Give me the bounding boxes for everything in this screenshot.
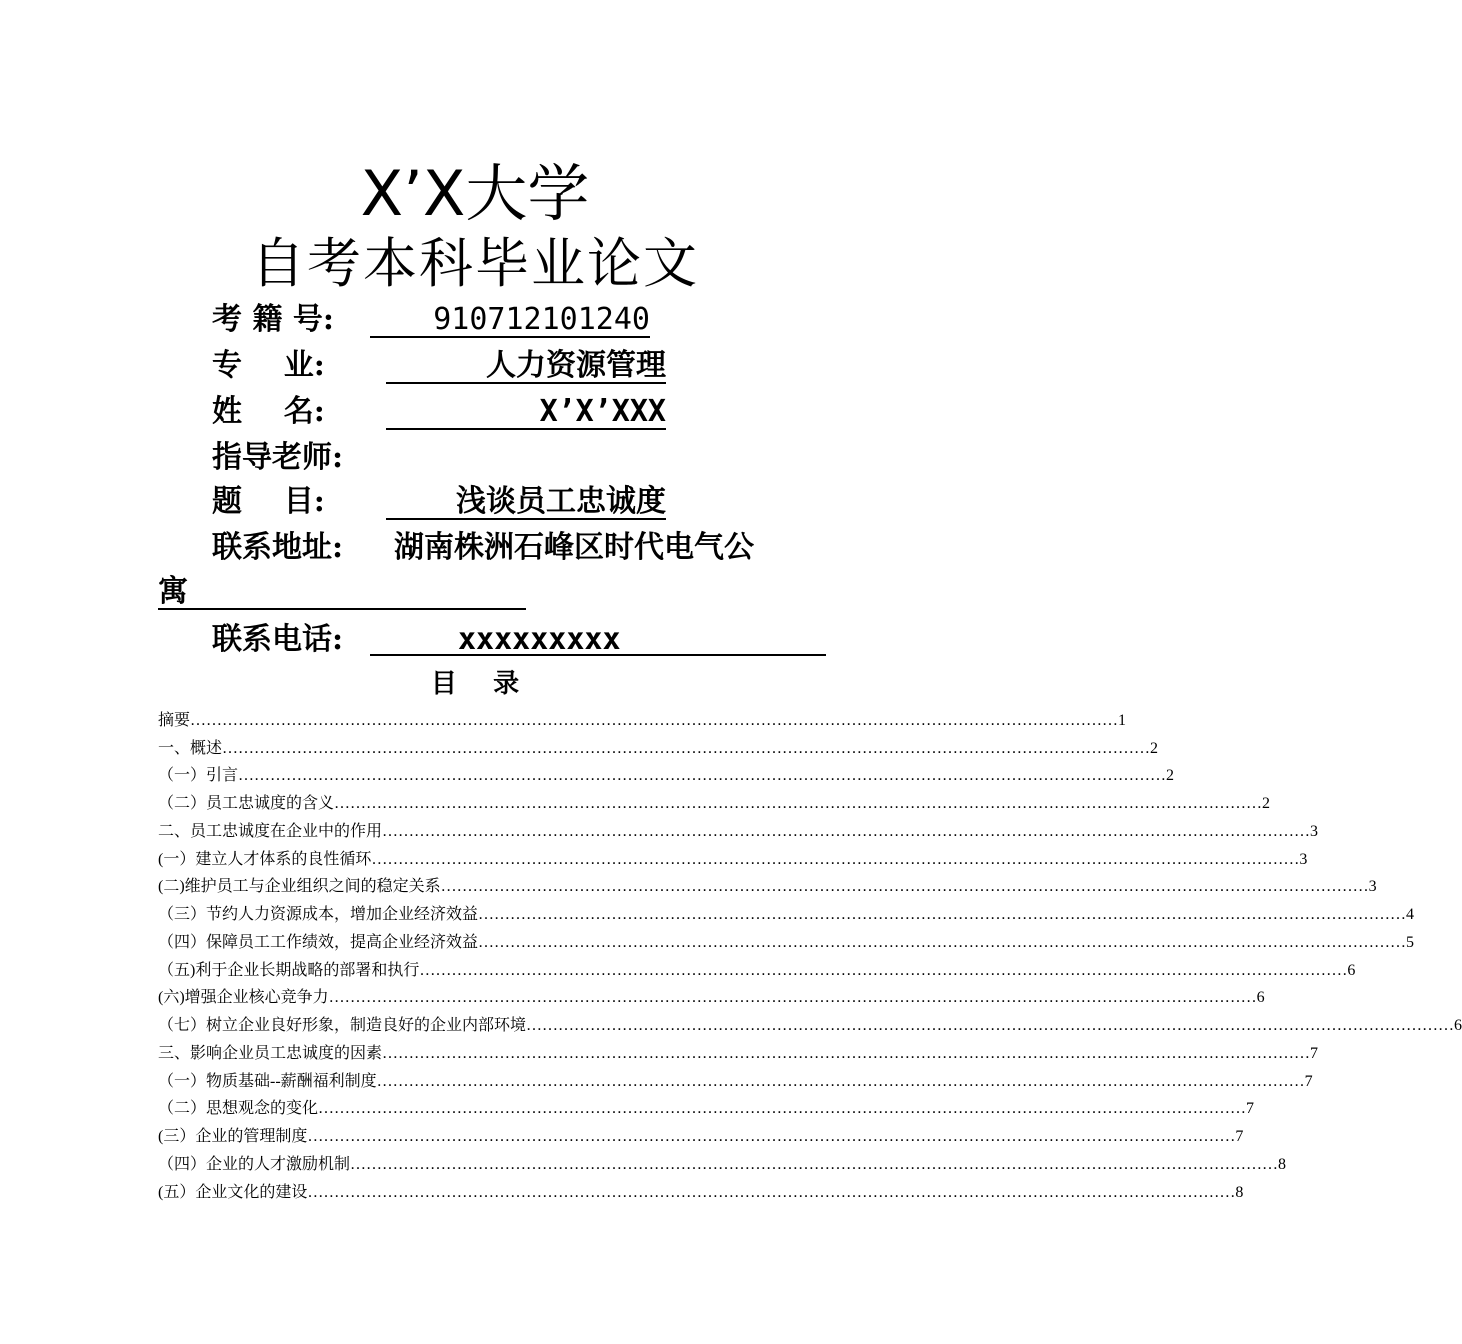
phone-label: 联系电话: (212, 622, 344, 657)
toc-entry: (三）企业的管理制度 ………………………………………………………………………………………………………………………………………………………… 7 (158, 1126, 806, 1148)
topic-label: 题 目: (212, 484, 325, 519)
toc-entry: （五)利于企业长期战略的部署和执行 ………………………………………………………………………………………………………………………………………………………… 6 (158, 960, 808, 982)
toc-entry-page: 2 (1150, 740, 1159, 757)
phone-row (212, 620, 828, 660)
toc-entry-text: （四）企业的人才激励机制 (158, 1156, 351, 1173)
toc-entry-page: 3 (1368, 878, 1377, 895)
toc-entry: (一）建立人才体系的良性循环 ………………………………………………………………………………………………………………………………………………………… 3 (158, 849, 806, 871)
toc-entry-text: 摘要 (158, 712, 191, 729)
toc-entry-page: 4 (1406, 906, 1415, 923)
topic-row (212, 482, 672, 522)
toc-entry-text: （二）员工忠诚度的含义 (158, 795, 335, 812)
toc-entry: （二）思想观念的变化 ………………………………………………………………………………………………………………………………………………………… 7 (158, 1098, 820, 1120)
toc-entry-text: （一）物质基础--薪酬福利制度 (158, 1073, 377, 1090)
toc-entry-text: 三、影响企业员工忠诚度的因素 (158, 1045, 383, 1062)
toc-entry-text: (三）企业的管理制度 (158, 1128, 308, 1145)
address-row (212, 528, 842, 568)
address-value-line2: 寓 (158, 572, 526, 610)
toc-entry-text: （三）节约人力资源成本，增加企业经济效益 (158, 906, 479, 923)
toc-entry-page: 7 (1246, 1100, 1255, 1117)
address-label: 联系地址: (212, 530, 344, 565)
toc-entry-text: （二）思想观念的变化 (158, 1100, 319, 1117)
toc-entry-text: 二、员工忠诚度在企业中的作用 (158, 823, 383, 840)
toc-entry-text: (二)维护员工与企业组织之间的稳定关系 (158, 878, 441, 895)
toc-entry-page: 6 (1454, 1017, 1462, 1034)
toc-entry: （三）节约人力资源成本，增加企业经济效益 ………………………………………………………………………………………………………………………………………………………… 4 (158, 904, 820, 926)
toc-entry-page: 7 (1235, 1128, 1244, 1145)
advisor-label: 指导老师: (212, 440, 344, 475)
topic-value: 浅谈员工忠诚度 (386, 482, 666, 520)
toc-entry: 三、影响企业员工忠诚度的因素 ………………………………………………………………………………………………………………………………………………………… 7 (158, 1043, 820, 1065)
toc-entry-page: 5 (1406, 934, 1415, 951)
toc-entry-page: 6 (1347, 962, 1356, 979)
toc-entry-text: （四）保障员工工作绩效，提高企业经济效益 (158, 934, 479, 951)
toc-entry: （一）引言 ………………………………………………………………………………………………………………………………………………………… 2 (158, 765, 820, 787)
university-title: X’X大学 (360, 157, 590, 230)
toc-entry-text: (六)增强企业核心竞争力 (158, 989, 329, 1006)
toc-entry: (五）企业文化的建设 ………………………………………………………………………………………………………………………………………………………… 8 (158, 1182, 806, 1204)
toc-entry: (二)维护员工与企业组织之间的稳定关系 ………………………………………………………………………………………………………………………………………………………… 3 (158, 876, 794, 898)
phone-value: xxxxxxxxx (370, 620, 826, 656)
toc-entry: （四）企业的人才激励机制 ………………………………………………………………………………………………………………………………………………………… 8 (158, 1154, 820, 1176)
exam-number-row (212, 300, 672, 340)
toc-entry-text: (五）企业文化的建设 (158, 1184, 308, 1201)
toc-entry-text: （五)利于企业长期战略的部署和执行 (158, 962, 420, 979)
toc-entry-page: 2 (1262, 795, 1271, 812)
toc-entry-text: 一、概述 (158, 740, 223, 757)
thesis-type-title: 自考本科毕业论文 (251, 232, 699, 295)
toc-entry: （四）保障员工工作绩效，提高企业经济效益 ………………………………………………………………………………………………………………………………………………………… 5 (158, 932, 820, 954)
toc-entry: （二）员工忠诚度的含义 ………………………………………………………………………………………………………………………………………………………… 2 (158, 793, 820, 815)
toc-entry: 一、概述 ………………………………………………………………………………………………………………………………………………………… 2 (158, 738, 820, 760)
advisor-row (212, 438, 672, 478)
toc-entry-page: 8 (1235, 1184, 1244, 1201)
major-row (212, 346, 672, 386)
exam-number-value: 910712101240 (370, 300, 650, 338)
exam-number-label: 考 籍 号: (212, 302, 334, 337)
toc-entry-text: （一）引言 (158, 767, 239, 784)
toc-entry: 二、员工忠诚度在企业中的作用 ………………………………………………………………………………………………………………………………………………………… 3 (158, 821, 820, 843)
toc-title: 目 录 (430, 669, 520, 699)
toc-entry: 摘要 ………………………………………………………………………………………………………………………………………………………… 1 (158, 710, 818, 732)
toc-entry: （七）树立企业良好形象，制造良好的企业内部环境 ………………………………………………………………………………………………………………………………………………………… 6 (158, 1015, 820, 1037)
major-label: 专 业: (212, 348, 325, 383)
name-value: X’X’XXX (386, 392, 666, 430)
name-row (212, 392, 672, 432)
toc-entry: （一）物质基础--薪酬福利制度 ………………………………………………………………………………………………………………………………………………………… 7 (158, 1071, 794, 1093)
toc-entry-page: 6 (1256, 989, 1265, 1006)
toc-entry-page: 7 (1310, 1045, 1319, 1062)
name-label: 姓 名: (212, 394, 325, 429)
toc-entry-page: 8 (1278, 1156, 1287, 1173)
address-value-line1: 湖南株洲石峰区时代电气公 (394, 530, 754, 565)
toc-entry-text: （七）树立企业良好形象，制造良好的企业内部环境 (158, 1017, 527, 1034)
major-value: 人力资源管理 (386, 346, 666, 384)
toc-entry-page: 7 (1304, 1073, 1313, 1090)
toc-entry-page: 3 (1299, 851, 1308, 868)
toc-entry-text: (一）建立人才体系的良性循环 (158, 851, 372, 868)
toc-entry-page: 1 (1118, 712, 1127, 729)
toc-entry: (六)增强企业核心竞争力 ………………………………………………………………………………………………………………………………………………………… 6 (158, 987, 794, 1009)
toc-entry-page: 2 (1166, 767, 1175, 784)
toc-entry-page: 3 (1310, 823, 1319, 840)
address-row-continued (158, 572, 528, 612)
